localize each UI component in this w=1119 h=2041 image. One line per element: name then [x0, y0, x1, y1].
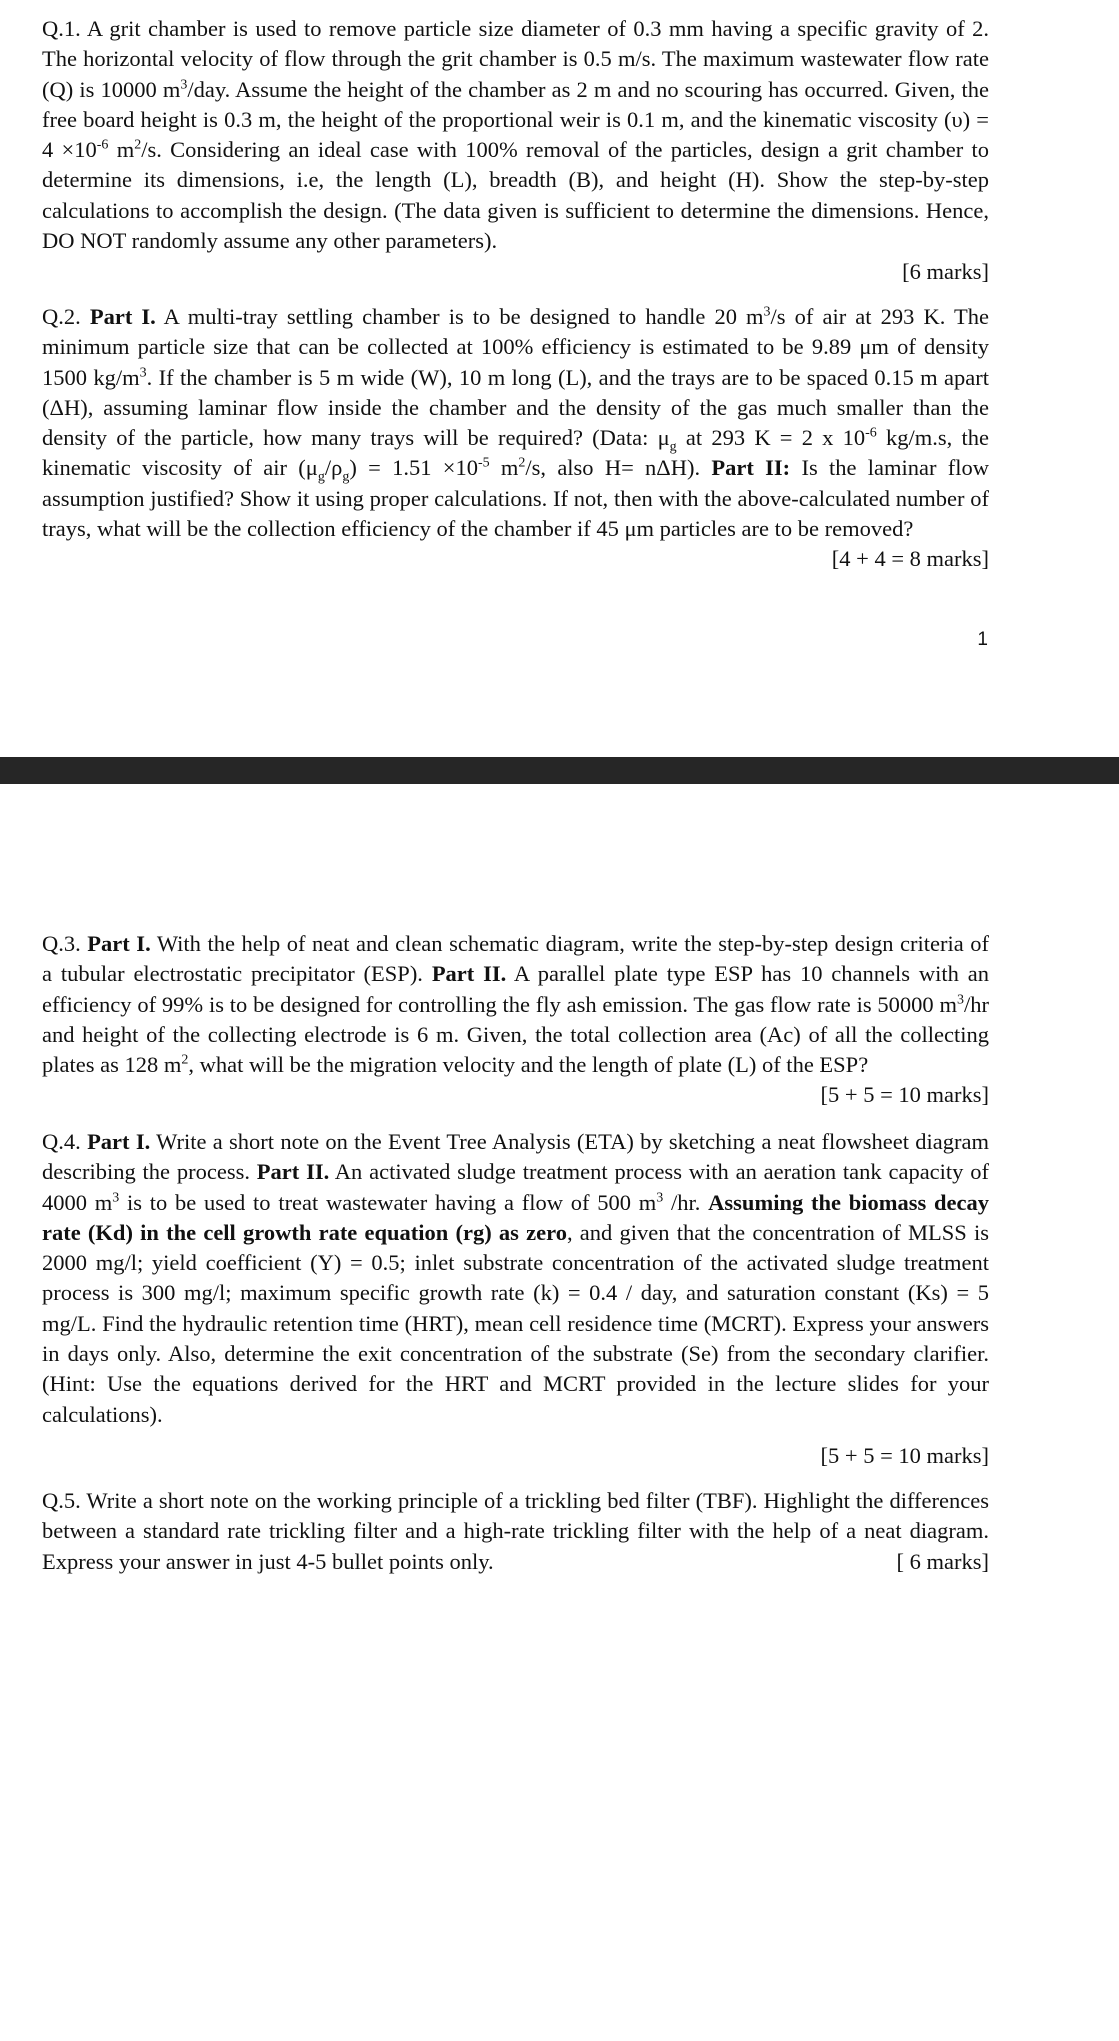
q1-marks-text: [6 marks] [902, 259, 989, 284]
q2-text: at 293 K = 2 x 10 [676, 425, 866, 451]
q1-superscript: 3 [180, 77, 188, 93]
q4-label: Q.4. [42, 1129, 88, 1154]
page-number: 1 [977, 629, 988, 650]
q4-text: Write a short note on the Event Tree Analysis (ETA) by sketching a neat flowsheet diagram describing the process. [42, 1129, 990, 1185]
q2-subscript: g [342, 469, 350, 485]
q3-marks: [5 + 5 = 10 marks] [820, 1082, 989, 1108]
q1-marks [42, 257, 989, 287]
q2-part1-label: Part I. [89, 304, 156, 329]
q4-marks [42, 1441, 989, 1471]
q1-superscript: -6 [96, 137, 109, 153]
q3-part2-label: Part II. [431, 961, 507, 987]
q2-text: A multi-tray settling chamber is to be designed to handle 20 m [155, 304, 764, 329]
q4-text: /hr. [663, 1189, 709, 1215]
q3-text: , what will be the migration velocity and the length of plate (L) of the ESP? [188, 1052, 869, 1078]
q4-text: is to be used to treat wastewater having a flow of 500 m [119, 1189, 657, 1215]
document-page-2 [0, 784, 1119, 2041]
q5-marks: [ 6 marks] [896, 1548, 989, 1574]
q3-superscript: 3 [957, 992, 964, 1008]
q2-superscript: 2 [518, 455, 526, 471]
document-page-1 [0, 0, 1119, 757]
q1-superscript: 2 [134, 137, 142, 153]
q3-text: /hr and height of the collecting electrode is 6 m. Given, the total collection area (Ac) of all the collecting plates as 128 m [42, 991, 989, 1078]
q4-assumption: Assuming the biomass decay rate (Kd) in the cell growth rate equation (rg) as zero [42, 1189, 989, 1245]
q3-text: With the help of neat and clean schematic diagram, write the step-by-step design criteria of a tubular electrostatic precipitator (ESP). [42, 931, 990, 987]
q2-superscript: 3 [763, 304, 771, 320]
q2-text: /ρ [324, 455, 343, 481]
q2-marks: [4 + 4 = 8 marks] [831, 546, 989, 572]
q5-text: Q.5. Write a short note on the working principle of a trickling bed filter (TBF). Highlight the differences between a standard rate trickling filter and a high-rate trickling filter with the help of a neat diagram. Express your answer in just 4-5 bullet points only. [42, 1488, 989, 1574]
q2-label: Q.2. [42, 304, 90, 329]
q4-text: , and given that the concentration of MLSS is 2000 mg/l; yield coefficient (Y) = 0.5; inlet substrate concentration of the activated sludge treatment process is 300 mg/l; maximum specific growth rate (k) = 0.4 / day, and saturation constant (Ks) = 5 mg/L. Find the hydraulic retention time (HRT), mean cell residence time (MCRT). Express your answers in days only. Also, determine the exit concentration of the substrate (Se) from the secondary clarifier. (Hint: Use the equations derived for the HRT and MCRT provided in the lecture slides for your calculations). [42, 1219, 989, 1427]
q3-text: A parallel plate type ESP has 10 channels with an efficiency of 99% is to be designed for controlling the fly ash emission. The gas flow rate is 50000 m [42, 961, 989, 1017]
q2-superscript: 3 [139, 365, 147, 381]
q1-text: m [108, 137, 135, 163]
q4-superscript: 3 [112, 1190, 120, 1206]
q4-superscript: 3 [656, 1190, 664, 1206]
q2-text: Is the laminar flow assumption justified? Show it using proper calculations. If not, then with the above-calculated number of trays, what will be the collection efficiency of the chamber if 45 μm particles are to be removed? [42, 455, 990, 542]
q2-text: ) = 1.51 ×10 [349, 455, 478, 481]
q2-text: . If the chamber is 5 m wide (W), 10 m long (L), and the trays are to be spaced 0.15 m apart (ΔH), assuming laminar flow inside the chamber and the density of the gas much smaller than the density of the particle, how many trays will be required? (Data: μ [42, 364, 989, 451]
q3-part1-label: Part I. [87, 931, 151, 956]
q2-superscript: -5 [477, 455, 490, 471]
q4-part2-label: Part II. [256, 1159, 330, 1185]
q2-text: /s of air at 293 K. The minimum particle size that can be collected at 100% efficiency is estimated to be 9.89 μm of density 1500 kg/m [42, 304, 990, 390]
q2-text: /s, also H= nΔH). [525, 455, 712, 481]
question-1 [42, 14, 989, 256]
question-3 [42, 929, 989, 1111]
q1-text: /day. Assume the height of the chamber as 2 m and no scouring has occurred. Given, the free board height is 0.3 m, the height of the proportional weir is 0.1 m, and the kinematic viscosity (υ) = 4 ×10 [42, 76, 990, 163]
q4-part1-label: Part I. [87, 1129, 151, 1154]
q4-text: An activated sludge treatment process with an aeration tank capacity of 4000 m [42, 1159, 989, 1215]
q2-text: kg/m.s, the kinematic viscosity of air (μ [42, 425, 989, 481]
q2-subscript: g [317, 469, 325, 485]
q2-subscript: g [669, 439, 677, 455]
page-divider [0, 757, 1119, 784]
q2-part2-label: Part II: [711, 455, 791, 481]
q4-marks-text: [5 + 5 = 10 marks] [820, 1443, 989, 1468]
q3-label: Q.3. [42, 931, 88, 956]
q3-superscript: 2 [181, 1052, 189, 1068]
q2-superscript: -6 [865, 425, 877, 441]
question-4 [42, 1127, 989, 1430]
q1-text: Q.1. A grit chamber is used to remove particle size diameter of 0.3 mm having a specific gravity of 2. The horizontal velocity of flow through the grit chamber is 0.5 m/s. The maximum wastewater flow rate (Q) is 10000 m [42, 16, 989, 102]
q2-text: m [489, 455, 519, 481]
q1-text: /s. Considering an ideal case with 100% removal of the particles, design a grit chamber to determine its dimensions, i.e, the length (L), breadth (B), and height (H). Show the step-by-step calculations to accomplish the design. (The data given is sufficient to determine the dimensions. Hence, DO NOT randomly assume any other parameters). [42, 137, 989, 254]
question-2 [42, 302, 989, 575]
question-5 [42, 1486, 989, 1577]
